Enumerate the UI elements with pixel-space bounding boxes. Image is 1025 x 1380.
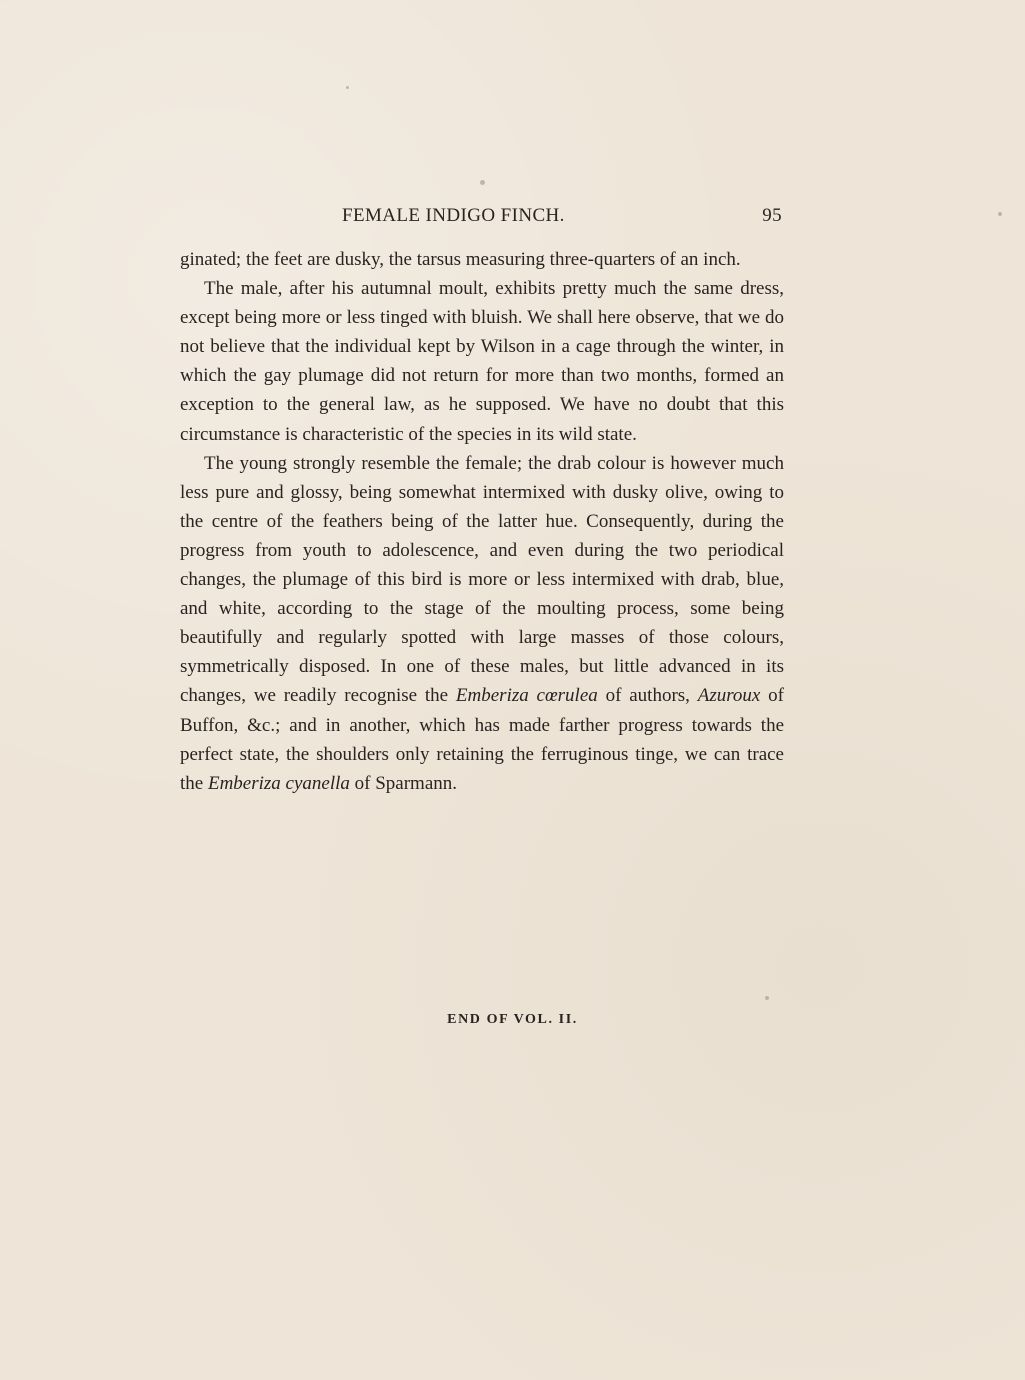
paper-speck xyxy=(480,180,485,185)
paragraph-2: The male, after his autumnal moult, exhibits pretty much the same dress, except being more or less tinged with bluish. We shall here observe, that we do not believe that the individual kept by Wilson in a cage through the winter, in which the gay plumage did not return for more than two months, formed an exception to the general law, as he supposed. We have no doubt that this circumstance is characteristic of the species in its wild state. xyxy=(180,278,784,445)
paragraph-3-part-1: The young strongly resemble the female; the drab colour is however much less pure and glossy, being somewhat intermixed with dusky olive, owing to the centre of the feathers being of the latter hue. Consequently, during the progress from youth to adolescence, and even during the two periodical changes, the plumage of this bird is more or less intermixed with drab, blue, and white, according to the stage of the moulting process, some being beautifully and regularly spotted with large masses of those colours, symmetrically disposed. In one of these males, but little advanced in its changes, we readily recognise the xyxy=(180,452,784,707)
species-name-emberiza-coerulea: Emberiza cœrulea xyxy=(455,685,598,707)
paragraph-3-part-2: of authors, xyxy=(597,685,698,707)
end-of-volume-note: END OF VOL. II. xyxy=(447,1012,578,1027)
species-name-azuroux: Azuroux xyxy=(697,685,761,707)
paragraph-3 xyxy=(180,449,784,798)
page-title: FEMALE INDIGO FINCH. xyxy=(342,205,565,226)
paragraph-1: ginated; the feet are dusky, the tarsus measuring three-quarters of an inch. xyxy=(180,249,741,270)
paper-speck xyxy=(346,86,349,89)
paper-speck xyxy=(998,212,1002,216)
running-header xyxy=(342,202,782,230)
paragraph-3-part-4: of Sparmann. xyxy=(349,772,458,794)
paper-speck xyxy=(765,996,769,1000)
paragraph-3-part-3: of Buffon, &c.; and in another, which has made farther progress towards the perfect state, the shoulders only retaining the ferruginous tinge, we can trace the xyxy=(180,685,784,794)
species-name-emberiza-cyanella: Emberiza cyanella xyxy=(207,772,350,794)
page-number: 95 xyxy=(762,205,782,226)
body-text xyxy=(180,245,784,798)
